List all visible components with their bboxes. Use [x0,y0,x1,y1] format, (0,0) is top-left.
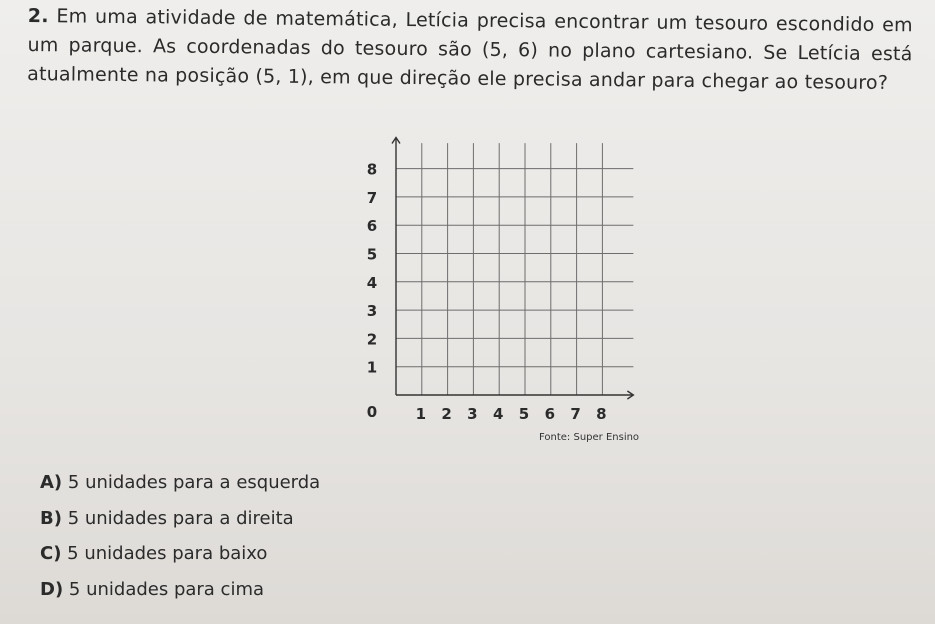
figure-source: Fonte: Super Ensino [539,432,640,443]
y-tick-label: 3 [366,302,378,321]
question-body: Em uma atividade de matemática, Letícia precisa encontrar um tesouro escondido em um parque. As coordenadas do tesouro são (5, 6) no plano cartesiano. Se Letícia está atualmente na posição (5, 1), em que direção ele precisa andar para chegar ao tesouro? [27,5,913,95]
cartesian-plane [350,130,660,450]
option-a-text: 5 unidades para a esquerda [67,472,321,493]
x-tick-label: 2 [441,405,452,423]
origin-label: 0 [366,403,378,421]
option-b-text: 5 unidades para a direita [67,507,294,529]
y-tick-label: 6 [366,217,378,236]
x-tick-label: 4 [492,405,504,423]
y-tick-label: 7 [366,188,378,207]
y-tick-label: 5 [366,245,378,264]
cartesian-plane-svg [350,130,660,450]
option-c[interactable] [40,536,320,572]
x-tick-label: 7 [570,405,581,423]
y-tick-label: 4 [366,273,378,292]
option-b[interactable] [40,501,320,537]
option-b-letter: B) [40,507,62,529]
x-tick-label: 1 [415,405,427,423]
option-a[interactable] [40,465,320,501]
option-d[interactable] [40,572,320,608]
answer-options [40,465,320,607]
question-number: 2. [27,4,49,28]
y-tick-label: 1 [366,358,378,377]
option-c-text: 5 unidades para baixo [67,543,268,564]
x-tick-label: 5 [518,405,530,423]
x-tick-label: 3 [467,405,478,423]
y-tick-label: 8 [366,160,378,179]
option-d-letter: D) [40,578,64,600]
option-d-text: 5 unidades para cima [68,578,265,600]
option-c-letter: C) [40,543,62,564]
x-tick-label: 6 [544,405,556,423]
question-text [27,2,913,98]
x-tick-label: 8 [596,405,607,423]
y-tick-label: 2 [366,330,378,349]
option-a-letter: A) [40,472,63,493]
